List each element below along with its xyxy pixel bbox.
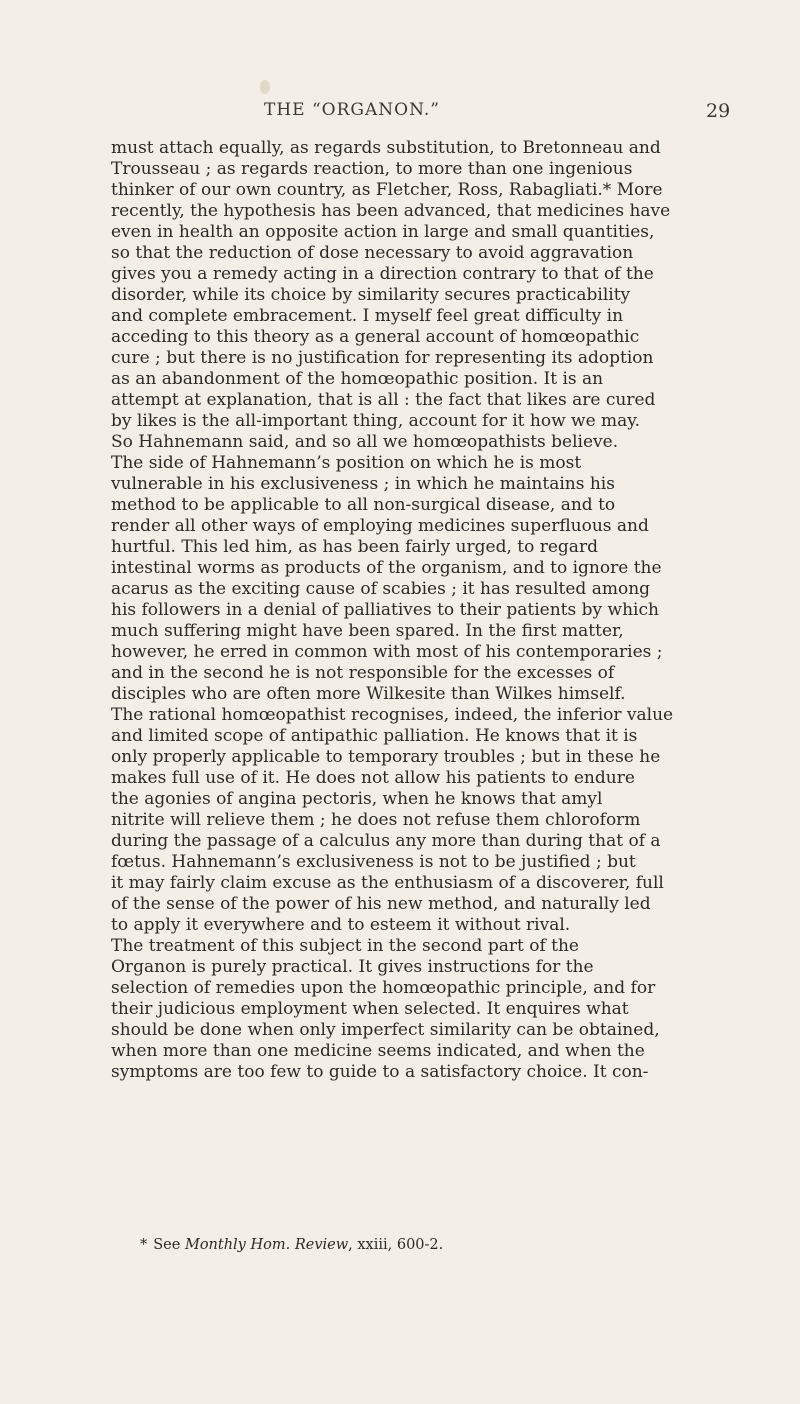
text-line: intestinal worms as products of the organism, and to ignore the [111,558,662,578]
text-line: attempt at explanation, that is all : the fact that likes are cured [111,390,656,410]
text-line: recently, the hypothesis has been advanced, that medicines have [111,201,671,221]
text-line: The treatment of this subject in the second part of the [111,936,579,956]
text-line: the agonies of angina pectoris, when he knows that amyl [111,789,603,809]
running-head [0,100,800,126]
text-line: much suffering might have been spared. In the first matter, [111,621,624,641]
text-line: his followers in a denial of palliatives to their patients by which [111,600,659,620]
text-line: fœtus. Hahnemann’s exclusiveness is not to be justified ; but [111,852,636,872]
footnote [140,1235,700,1255]
text-line: disorder, while its choice by similarity secures practicability [111,285,631,305]
text-line: of the sense of the power of his new method, and naturally led [111,894,651,914]
body-text [111,138,725,1083]
text-line: render all other ways of employing medicines superfluous and [111,516,649,536]
text-line: only properly applicable to temporary troubles ; but in these he [111,747,661,767]
paper-stain [260,80,270,94]
text-line: however, he erred in common with most of his contemporaries ; [111,642,663,662]
text-line: Organon is purely practical. It gives instructions for the [111,957,594,977]
text-line: So Hahnemann said, and so all we homœopathists believe. [111,432,619,452]
text-line: makes full use of it. He does not allow his patients to endure [111,768,635,788]
footnote-citation: , xxiii, 600-2. [348,1237,444,1253]
text-line: to apply it everywhere and to esteem it without rival. [111,915,571,935]
footnote-mark: * [140,1237,148,1253]
text-line: The rational homœopathist recognises, indeed, the inferior value [111,705,674,725]
text-line: cure ; but there is no justification for representing its adoption [111,348,654,368]
text-line: Trousseau ; as regards reaction, to more than one ingenious [111,159,633,179]
text-line: when more than one medicine seems indicated, and when the [111,1041,645,1061]
text-line: must attach equally, as regards substitution, to Bretonneau and [111,138,661,158]
text-line: disciples who are often more Wilkesite than Wilkes himself. [111,684,626,704]
text-line: vulnerable in his exclusiveness ; in which he maintains his [111,474,615,494]
footnote-source-title: Monthly Hom. Review [184,1237,349,1253]
text-line: method to be applicable to all non-surgical disease, and to [111,495,616,515]
text-line: The side of Hahnemann’s position on which he is most [111,453,582,473]
page-number: 29 [706,100,731,122]
footnote-prefix: See [153,1237,181,1253]
text-line: during the passage of a calculus any more than during that of a [111,831,661,851]
text-line: thinker of our own country, as Fletcher, Ross, Rabagliati.* More [111,180,663,200]
text-line: as an abandonment of the homœopathic position. It is an [111,369,604,389]
text-line: should be done when only imperfect similarity can be obtained, [111,1020,660,1040]
text-line: and complete embracement. I myself feel great difficulty in [111,306,624,326]
running-title: THE “ORGANON.” [264,100,440,120]
text-line: by likes is the all-important thing, account for it how we may. [111,411,641,431]
text-line: acceding to this theory as a general account of homœopathic [111,327,640,347]
text-line: nitrite will relieve them ; he does not refuse them chloroform [111,810,641,830]
text-line: symptoms are too few to guide to a satisfactory choice. It con- [111,1062,649,1082]
text-line: even in health an opposite action in large and small quantities, [111,222,655,242]
text-line: selection of remedies upon the homœopathic principle, and for [111,978,656,998]
text-line: it may fairly claim excuse as the enthusiasm of a discoverer, full [111,873,664,893]
text-line: their judicious employment when selected. It enquires what [111,999,629,1019]
text-line: gives you a remedy acting in a direction contrary to that of the [111,264,654,284]
text-line: and in the second he is not responsible for the excesses of [111,663,615,683]
text-line: acarus as the exciting cause of scabies ; it has resulted among [111,579,651,599]
text-line: hurtful. This led him, as has been fairly urged, to regard [111,537,598,557]
text-line: so that the reduction of dose necessary to avoid aggravation [111,243,634,263]
text-line: and limited scope of antipathic palliation. He knows that it is [111,726,638,746]
